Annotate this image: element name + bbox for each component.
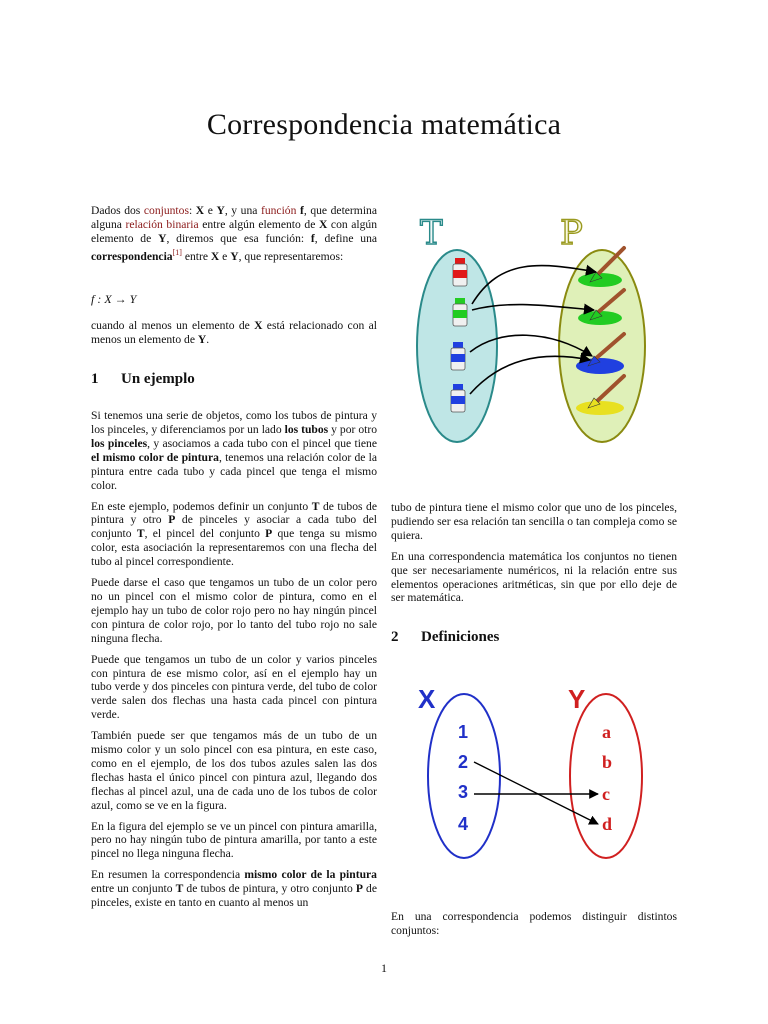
y-element: c [602,784,610,804]
link-conjuntos[interactable]: conjuntos [143,204,189,217]
left-column [91,204,377,917]
x-element: 1 [458,722,469,742]
intro-paragraph: Dados dos conjuntos: X e Y, y una función f, que determina alguna relación binaria entre algún elemento de X con algún elemento de Y, diremos que esa función: f, define una correspondencia[1] entre X e Y, que representaremos: [91,204,378,263]
paragraph-4: Puede que tengamos un tubo de un color y varios pinceles con pintura de ese mismo color, así en el ejemplo hay un tubo verde y dos pinceles con pintura verde, del tubo de color verde salen dos flechas una hasta cada pincel con pintura verde. [91,652,377,722]
paragraph-6: En la figura del ejemplo se ve un pincel con pintura amarilla, pero no hay ningún tubo de pintura amarilla, por tanto a este pincel no llega ninguna flecha. [91,819,377,861]
paragraph-1: Si tenemos una serie de objetos, como los tubos de pintura y los pinceles, y diferenciamos por un lado los tubos y por otro los pinceles, y asociamos a cada tubo con el pincel que tiene el mismo color de pintura, tenemos una relación color de la pintura entre cada tubo y cada pincel que tenga el mismo color. [91,409,378,492]
paragraph-5: También puede ser que tengamos más de un tubo de un mismo color y un solo pincel con esa pintura, en este caso, como en el ejemplo, de los dos tubos azules salen las dos flechas hasta el único pincel con pintura azul, llegando dos flechas al pincel azul, una de cada uno de los tubos de color azul, como se ve en la figura. [91,729,377,812]
right-column-bottom [391,910,677,945]
right-paragraph-2: En una correspondencia matemática los conjuntos no tienen que ser necesariamente numéricos, ni la relación entre sus elementos operaciones aritméticas, sin que por ello deje de ser matemática. [391,549,677,605]
tube-blue-icon [451,384,465,412]
y-element: b [602,752,613,772]
x-element: 4 [458,814,469,834]
set-label-x: X [418,684,436,714]
paragraph-3: Puede darse el caso que tengamos un tubo de un color pero no un pincel con el mismo color de pintura, como en el ejemplo hay un tubo de color rojo pero no hay ningún pincel con pintura de color rojo, por lo tanto del tubo rojo no sale ninguna flecha. [91,576,377,645]
paragraph-2: En este ejemplo, podemos definir un conjunto T de tubos de pintura y otro P de pinceles y asociar a cada tubo del conjunto T, el pincel del conjunto P que tenga su mismo color, esta asociación la representaremos con una flecha del tubo al pincel correspondiente. [91,499,377,569]
tube-blue-icon [451,342,465,370]
link-relacion-binaria[interactable]: relación binaria [125,217,199,231]
section-heading-2 [391,631,677,645]
y-element: d [602,814,613,834]
link-funcion[interactable]: función [260,204,297,217]
page-number: 1 [381,961,387,975]
after-formula-paragraph: cuando al menos un elemento de X está relacionado con al menos un elemento de Y. [91,319,377,347]
formula: f : X → Y [91,292,137,307]
right-paragraph-3: En una correspondencia podemos distinguir distintos conjuntos: [391,910,677,937]
set-label-t: T [420,213,443,253]
set-label-y: Y [568,684,586,714]
tube-green-icon [453,298,467,326]
x-element: 2 [458,752,469,772]
section-number: 1 [91,371,99,388]
set-label-p: P [560,213,583,253]
reference-link[interactable]: [1] [172,247,182,257]
tube-red-icon [453,258,467,286]
section-number: 2 [391,629,399,646]
page-title: Correspondencia matemática [206,108,562,141]
x-element: 3 [458,782,469,802]
y-element: a [602,722,611,742]
paragraph-7: En resumen la correspondencia mismo color de la pintura entre un conjunto T de tubos de pintura, y otro conjunto P de pinceles, existe en tanto en cuanto al menos un [91,868,377,910]
section-title: Un ejemplo [121,371,195,388]
right-paragraph-1: tubo de pintura tiene el mismo color que uno de los pinceles, pudiendo ser esa relación tan sencilla o tan compleja como se quiera. [391,501,677,542]
figure-x-to-y [410,680,670,880]
section-title: Definiciones [421,629,500,646]
section-heading-1 [91,373,377,387]
arrow-2-to-d [474,762,598,824]
figure-tubes-brushes [410,210,660,450]
right-column [391,501,677,645]
